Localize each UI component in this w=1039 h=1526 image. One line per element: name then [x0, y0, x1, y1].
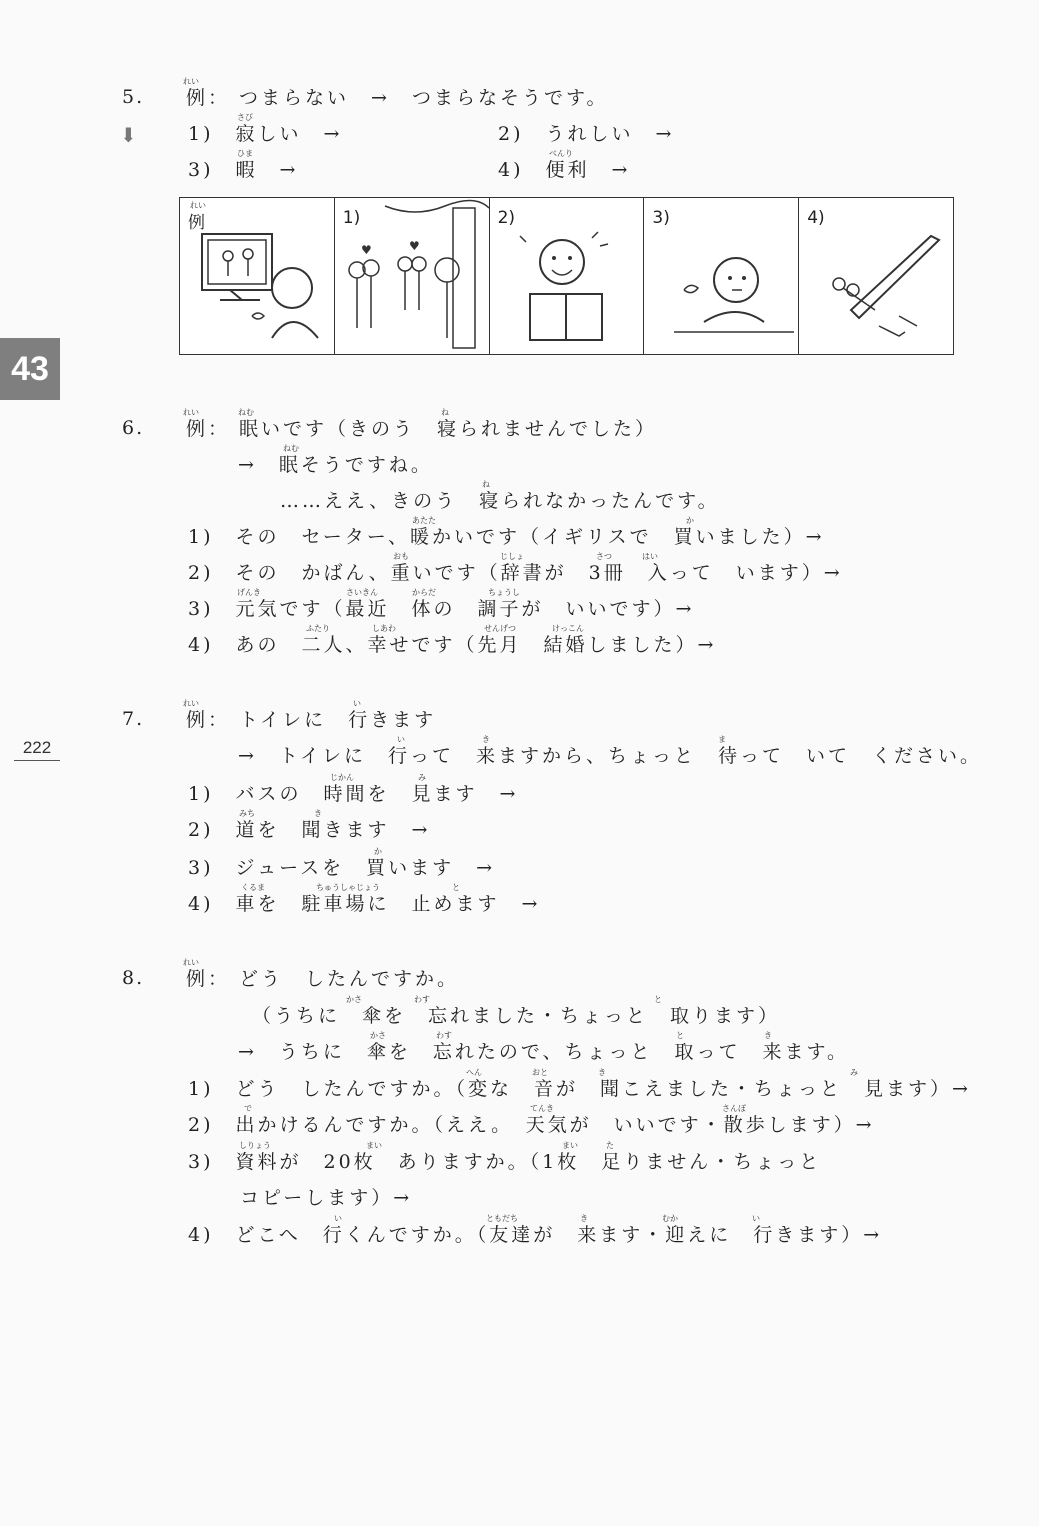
ruby: た: [606, 1141, 614, 1150]
illustration-panel-example: [180, 198, 335, 354]
exercise-number: 7.: [122, 708, 145, 730]
illustration-panel-2: [490, 198, 645, 354]
panel-label: 2): [497, 208, 516, 228]
ruby: と: [452, 883, 460, 892]
item-2: 2) 道を 聞きます →: [188, 819, 431, 841]
ruby: むか: [662, 1214, 678, 1223]
ruby: き: [314, 809, 322, 818]
ruby: き: [764, 1031, 772, 1040]
item-1: 1) 寂しい →: [188, 123, 343, 145]
ruby: からだ: [412, 588, 436, 597]
ruby: かさ: [370, 1031, 386, 1040]
ruby: い: [752, 1214, 760, 1223]
ruby: かさ: [346, 995, 362, 1004]
illustration-panel-1: [335, 198, 490, 354]
ruby: げんき: [237, 588, 261, 597]
ruby: べんり: [549, 149, 573, 158]
illustration-panel-3: [644, 198, 799, 354]
ruby: ひま: [237, 149, 253, 158]
panel-label: 1): [342, 208, 361, 228]
ruby: けっこん: [552, 624, 584, 633]
ruby: き: [482, 735, 490, 744]
ruby: み: [418, 773, 426, 782]
item-3-continued: コピーします）→: [240, 1187, 413, 1209]
item-3: 3) 資料が 20枚 ありますか。（1枚 足りません・ちょっと: [188, 1151, 822, 1173]
ruby: き: [598, 1068, 606, 1077]
ruby: しりょう: [239, 1141, 271, 1150]
item-1: 1) どう したんですか。（変な 音が 聞こえました・ちょっと 見ます）→: [188, 1078, 971, 1100]
exercise-number: 5.: [122, 86, 145, 108]
ruby: さび: [237, 113, 253, 122]
ruby: じしょ: [500, 552, 524, 561]
happy-reading-illustration: [490, 198, 644, 354]
lonely-person-illustration: [335, 198, 489, 354]
example-line: 例： どう したんですか。: [186, 968, 460, 990]
ruby: さんぽ: [722, 1104, 746, 1113]
ruby: みち: [239, 809, 255, 818]
item-1: 1) バスの 時間を 見ます →: [188, 783, 519, 805]
ruby: まい: [366, 1141, 382, 1150]
chapter-tab: 43: [0, 338, 60, 400]
ruby: てんき: [530, 1104, 554, 1113]
ruby: か: [374, 847, 382, 856]
item-3: 3) 元気です（最近 体の 調子が いいです）→: [188, 598, 695, 620]
ruby: ねむ: [238, 408, 254, 417]
ruby: み: [850, 1068, 858, 1077]
example-answer: → 眠そうですね。: [238, 454, 433, 476]
ruby: れい: [183, 408, 199, 417]
panel-label: 例: [188, 213, 205, 233]
panel-label: 3): [652, 208, 670, 228]
example-line: 例： つまらない → つまらなそうです。: [186, 87, 609, 109]
item-2: 2) その かばん、重いです（辞書が 3冊 入って います）→: [188, 562, 843, 584]
item-4: 4) 便利 →: [498, 159, 631, 181]
ruby: れい: [183, 958, 199, 967]
ruby: せんげつ: [484, 624, 516, 633]
ruby: ねむ: [283, 444, 299, 453]
item-3: 3) 暇 →: [188, 159, 299, 181]
ruby: い: [397, 735, 405, 744]
ruby: さつ: [596, 552, 612, 561]
ruby: れい: [190, 201, 206, 210]
item-3: 3) ジュースを 買います →: [188, 857, 496, 879]
illustration-panel-4: [799, 198, 953, 354]
ruby: い: [353, 699, 361, 708]
ruby: い: [334, 1214, 342, 1223]
svg-text:♥: ♥: [360, 243, 372, 257]
ruby: しあわ: [372, 624, 396, 633]
down-arrow-icon: ⬇: [120, 123, 137, 147]
ruby: ふたり: [306, 624, 330, 633]
item-4: 4) 車を 駐車場に 止めます →: [188, 893, 541, 915]
ruby: おも: [393, 552, 409, 561]
exercise-number: 8.: [122, 967, 145, 989]
example-cue: （うちに 傘を 忘れました・ちょっと 取ります）: [252, 1005, 781, 1027]
bored-waiting-illustration: [644, 198, 798, 354]
ruby: ちゅうしゃじょう: [316, 883, 380, 892]
ruby: き: [580, 1214, 588, 1223]
example-answer: → トイレに 行って 来ますから、ちょっと 待って いて ください。: [238, 745, 982, 767]
item-4: 4) あの 二人、幸せです（先月 結婚しました）→: [188, 634, 717, 656]
ruby: まい: [562, 1141, 578, 1150]
panel-label: 4): [807, 208, 825, 228]
ruby: へん: [466, 1068, 482, 1077]
ruby: はい: [642, 552, 658, 561]
page-number: 222: [14, 738, 60, 761]
ruby: じかん: [330, 773, 354, 782]
ruby: さいきん: [346, 588, 378, 597]
ruby: おと: [532, 1068, 548, 1077]
ruby: と: [676, 1031, 684, 1040]
svg-text:♥: ♥: [408, 239, 420, 253]
ruby: くるま: [241, 883, 265, 892]
ruby: ともだち: [486, 1214, 518, 1223]
multitool-illustration: [799, 198, 953, 354]
ruby: と: [654, 995, 662, 1004]
bored-tv-illustration: [180, 198, 334, 354]
item-1: 1) その セーター、暖かいです（イギリスで 買いました）→: [188, 526, 825, 548]
ruby: わす: [414, 995, 430, 1004]
example-line: 例： 眠いです（きのう 寝られませんでした）: [186, 418, 658, 440]
ruby: か: [686, 516, 694, 525]
ruby: ま: [718, 735, 726, 744]
ruby: れい: [183, 699, 199, 708]
ruby: ね: [482, 480, 490, 489]
ruby: あたた: [412, 516, 436, 525]
ruby: ちょうし: [488, 588, 520, 597]
ruby: れい: [183, 77, 199, 86]
ruby: ね: [441, 408, 449, 417]
example-line: 例： トイレに 行きます: [186, 709, 437, 731]
exercise-number: 6.: [122, 417, 145, 439]
example-reply: ……ええ、きのう 寝られなかったんです。: [280, 490, 720, 512]
item-4: 4) どこへ 行くんですか。（友達が 来ます・迎えに 行きます）→: [188, 1224, 883, 1246]
ruby: で: [244, 1104, 252, 1113]
illustration-row: [179, 197, 954, 355]
item-2: 2) 出かけるんですか。（ええ。 天気が いいです・散歩します）→: [188, 1114, 875, 1136]
example-answer: → うちに 傘を 忘れたので、ちょっと 取って 来ます。: [238, 1041, 850, 1063]
item-2: 2) うれしい →: [498, 123, 675, 145]
ruby: わす: [436, 1031, 452, 1040]
